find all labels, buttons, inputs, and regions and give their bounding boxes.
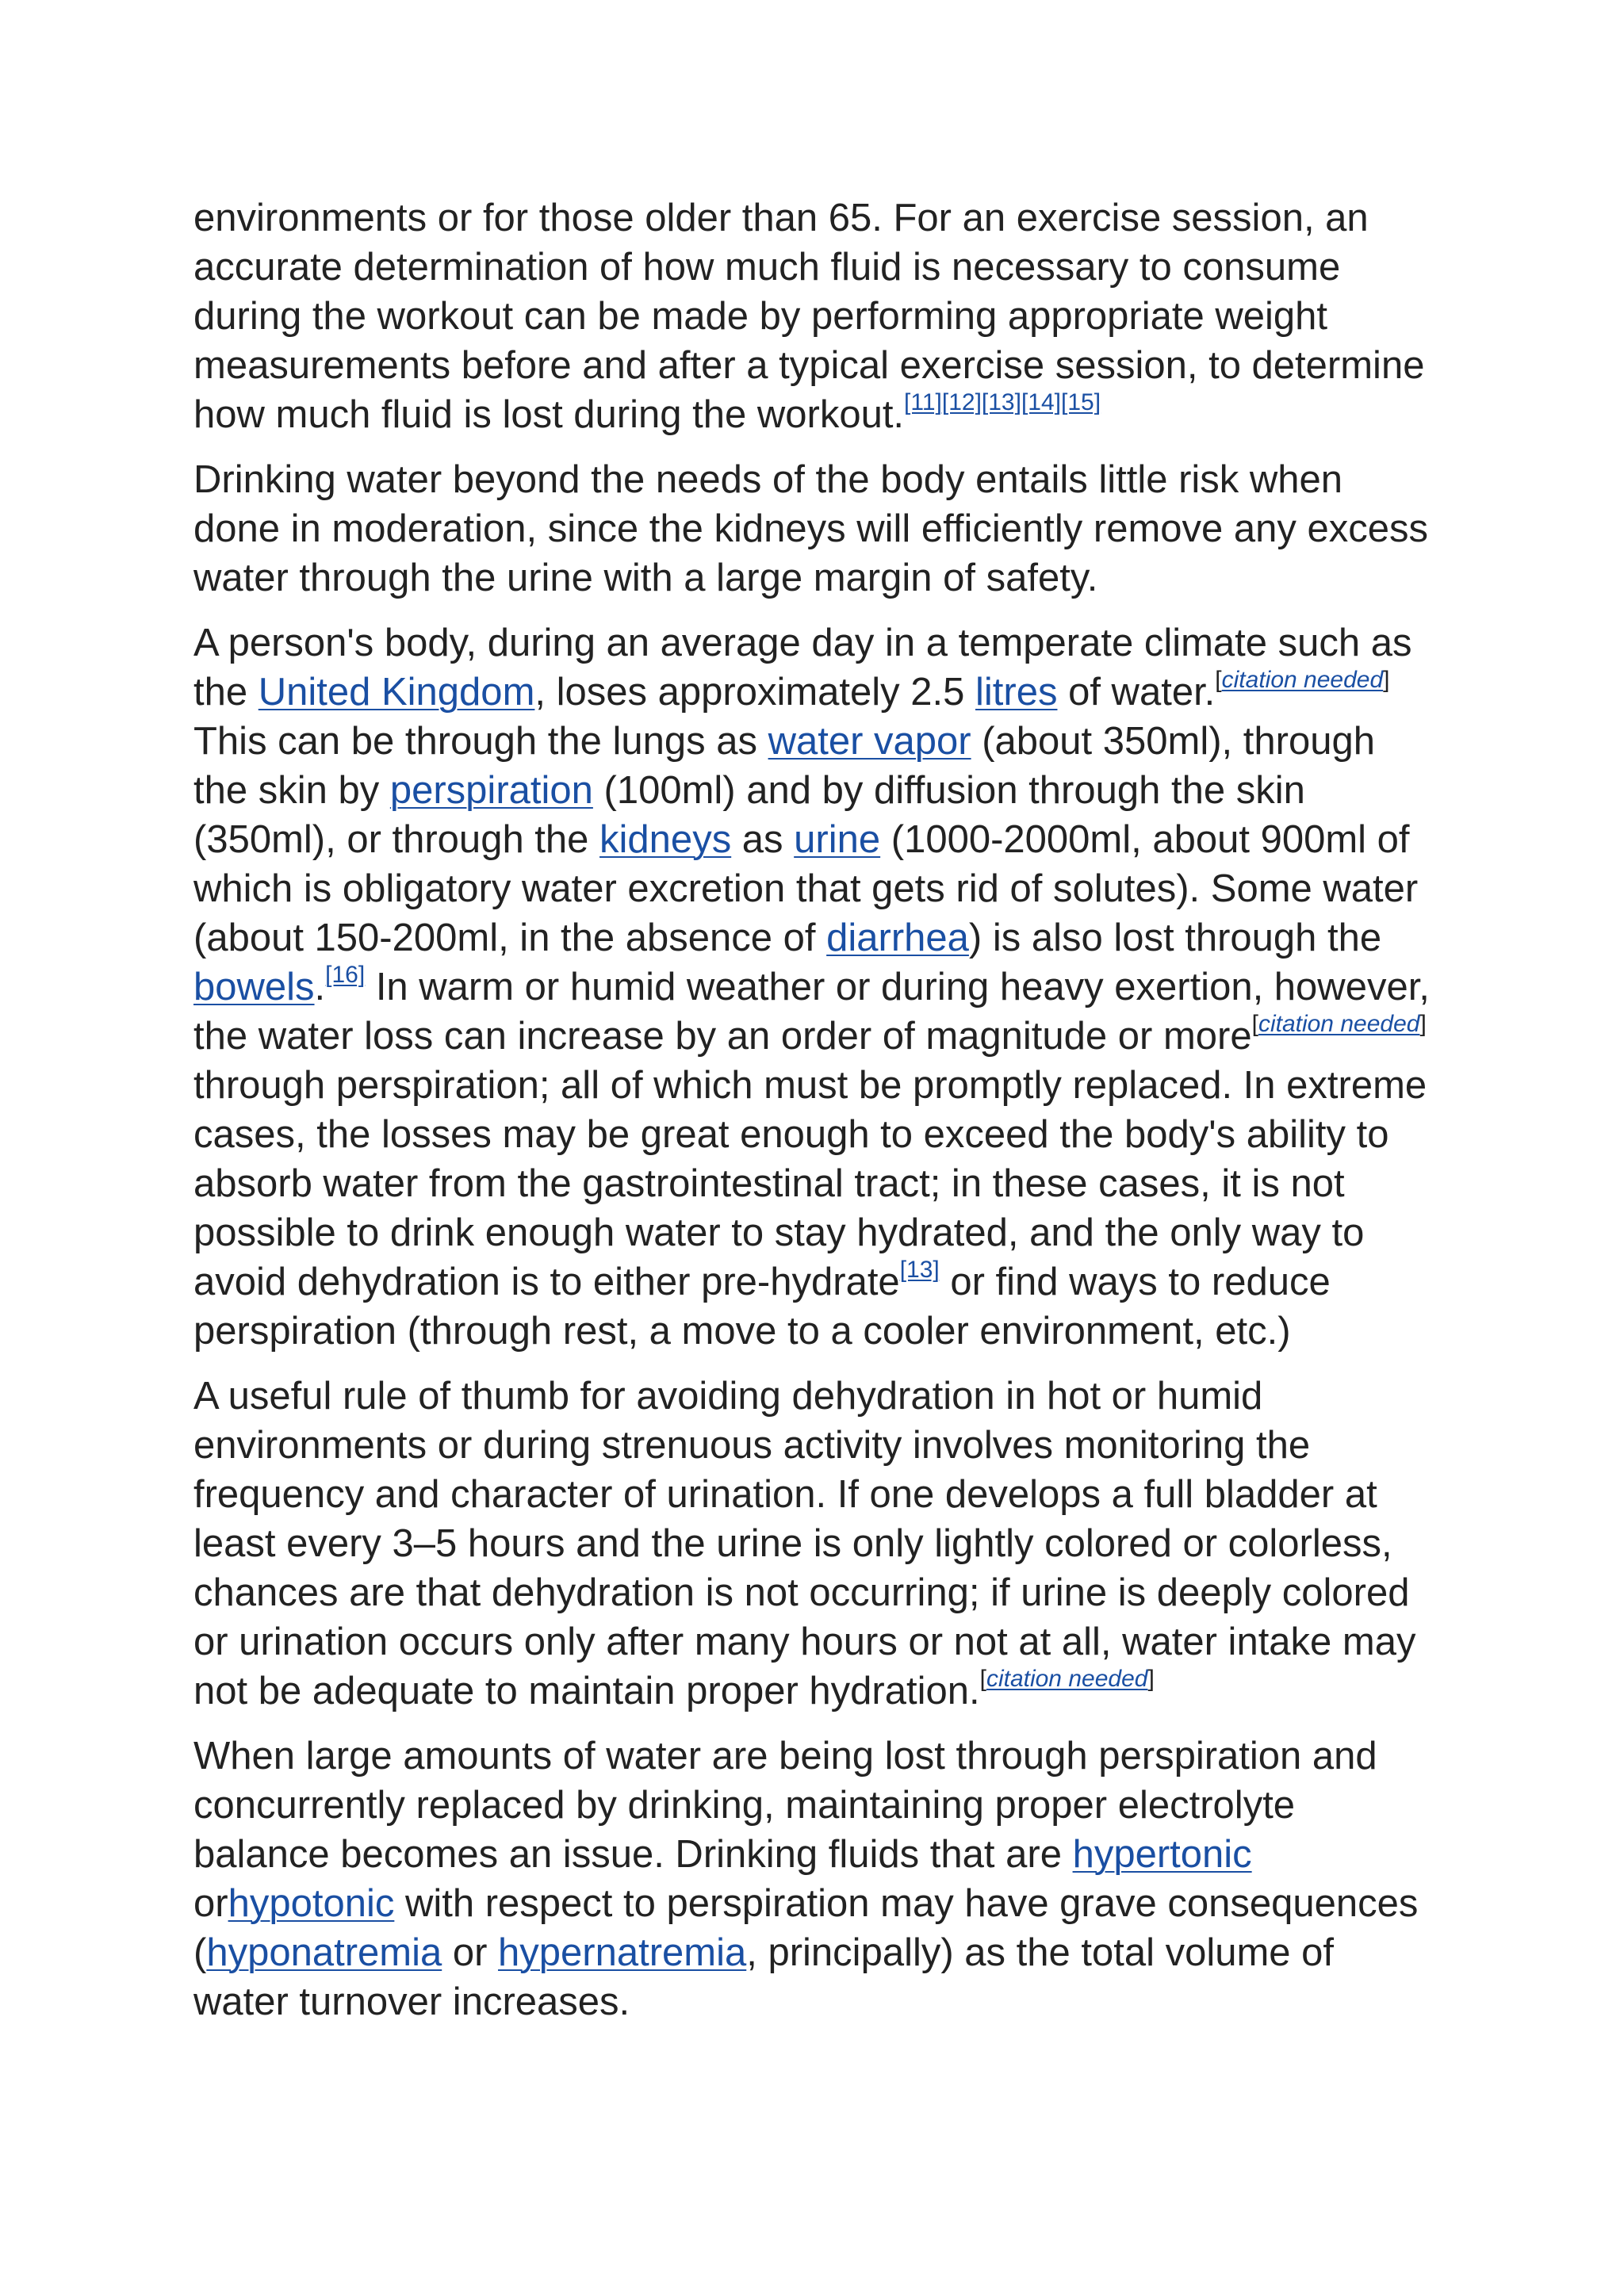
- paragraph-text: (1000-2000ml, about 900ml of which is obligatory water excretion that gets rid of solutes). Some water (about 150-200ml, in the absence of: [193, 818, 1419, 959]
- link-diarrhea[interactable]: diarrhea: [826, 916, 969, 959]
- paragraph-text: as: [731, 818, 795, 861]
- paragraph-text: This can be through the lungs as: [193, 720, 768, 763]
- link-hypertonic[interactable]: hypertonic: [1072, 1833, 1252, 1876]
- reference-group: [904, 389, 1101, 415]
- paragraph-text: A person's body, during an average day in a temperate climate such as the: [193, 622, 1412, 714]
- paragraph-text: , principally) as the total volume of water turnover increases.: [193, 1931, 1335, 2023]
- reference-group: [900, 1257, 940, 1283]
- link-urine[interactable]: urine: [794, 818, 881, 861]
- link-hypernatremia[interactable]: hypernatremia: [498, 1931, 747, 1974]
- paragraph-text: (about 350ml), through the skin by: [193, 720, 1375, 812]
- citation-needed: [citation needed]: [1251, 1011, 1427, 1037]
- link-water-vapor[interactable]: water vapor: [768, 720, 971, 763]
- paragraph-text: When large amounts of water are being lost through perspiration and concurrently replaced by drinking, maintaining proper electrolyte balance becomes an issue. Drinking fluids that are: [193, 1735, 1377, 1876]
- citation-needed-link[interactable]: citation needed: [1221, 667, 1384, 693]
- paragraph-text: ) is also lost through the: [968, 916, 1382, 959]
- paragraph-text: of water.: [1057, 671, 1216, 714]
- link-bowels[interactable]: bowels: [193, 966, 315, 1008]
- reference-link-13[interactable]: [13]: [981, 389, 1021, 415]
- paragraph-text: (100ml) and by diffusion through the skin (350ml), or through the: [193, 769, 1305, 861]
- reference-link-16[interactable]: [16]: [325, 962, 366, 988]
- paragraph-text: , loses approximately 2.5: [534, 671, 975, 714]
- link-litres[interactable]: litres: [975, 671, 1058, 714]
- link-hyponatremia[interactable]: hyponatremia: [206, 1931, 442, 1974]
- paragraph-text: Drinking water beyond the needs of the body entails little risk when done in moderation, since the kidneys will efficiently remove any excess water through the urine with a large margin of safety.: [193, 458, 1428, 599]
- paragraph-excess-water: [193, 455, 1431, 603]
- link-perspiration[interactable]: perspiration: [389, 769, 593, 812]
- paragraph-text: or: [193, 1882, 228, 1925]
- reference-link-13[interactable]: [13]: [899, 1257, 940, 1283]
- paragraph-water-loss: [193, 618, 1431, 1356]
- citation-needed-link[interactable]: citation needed: [986, 1666, 1148, 1692]
- reference-link-14[interactable]: [14]: [1021, 389, 1061, 415]
- citation-needed: [citation needed]: [1215, 667, 1390, 693]
- paragraph-text: through perspiration; all of which must be promptly replaced. In extreme cases, the losses may be great enough to exceed the body's ability to absorb water from the gastrointestinal tract; in these cases, it is not possible to drink enough water to stay hydrated, and the only way to avoid dehydration is to either pre-hydrate: [193, 1064, 1427, 1303]
- paragraph-text: with respect to perspiration may have grave consequences (: [193, 1882, 1419, 1974]
- document-page: [193, 193, 1431, 2042]
- reference-group: [325, 962, 365, 988]
- paragraph-text: or find ways to reduce perspiration (through rest, a move to a cooler environment, etc.): [193, 1261, 1331, 1353]
- paragraph-text: or: [442, 1931, 499, 1974]
- paragraph-rule-of-thumb: [193, 1372, 1431, 1716]
- reference-link-11[interactable]: [11]: [904, 389, 942, 415]
- link-united-kingdom[interactable]: United Kingdom: [258, 671, 535, 714]
- reference-link-12[interactable]: [12]: [941, 389, 982, 415]
- paragraph-text: .: [314, 966, 326, 1008]
- paragraph-fluid-measurement: [193, 193, 1431, 439]
- citation-needed-link[interactable]: citation needed: [1258, 1011, 1420, 1037]
- paragraph-text: In warm or humid weather or during heavy exertion, however, the water loss can increase by an order of magnitude or more: [193, 966, 1430, 1058]
- reference-link-15[interactable]: [15]: [1061, 389, 1101, 415]
- link-hypotonic[interactable]: hypotonic: [228, 1882, 395, 1925]
- citation-needed: [citation needed]: [979, 1666, 1155, 1692]
- paragraph-text: A useful rule of thumb for avoiding dehydration in hot or humid environments or during strenuous activity involves monitoring the frequency and character of urination. If one develops a full bladder at least every 3–5 hours and the urine is only lightly colored or colorless, chances are that dehydration is not occurring; if urine is deeply colored or urination occurs only after many hours or not at all, water intake may not be adequate to maintain proper hydration.: [193, 1375, 1416, 1712]
- paragraph-text: environments or for those older than 65. For an exercise session, an accurate determination of how much fluid is necessary to consume during the workout can be made by performing appropriate weight measurements before and after a typical exercise session, to determine how much fluid is lost during the workout.: [193, 197, 1425, 436]
- link-kidneys[interactable]: kidneys: [599, 818, 732, 861]
- paragraph-electrolyte-balance: [193, 1732, 1431, 2026]
